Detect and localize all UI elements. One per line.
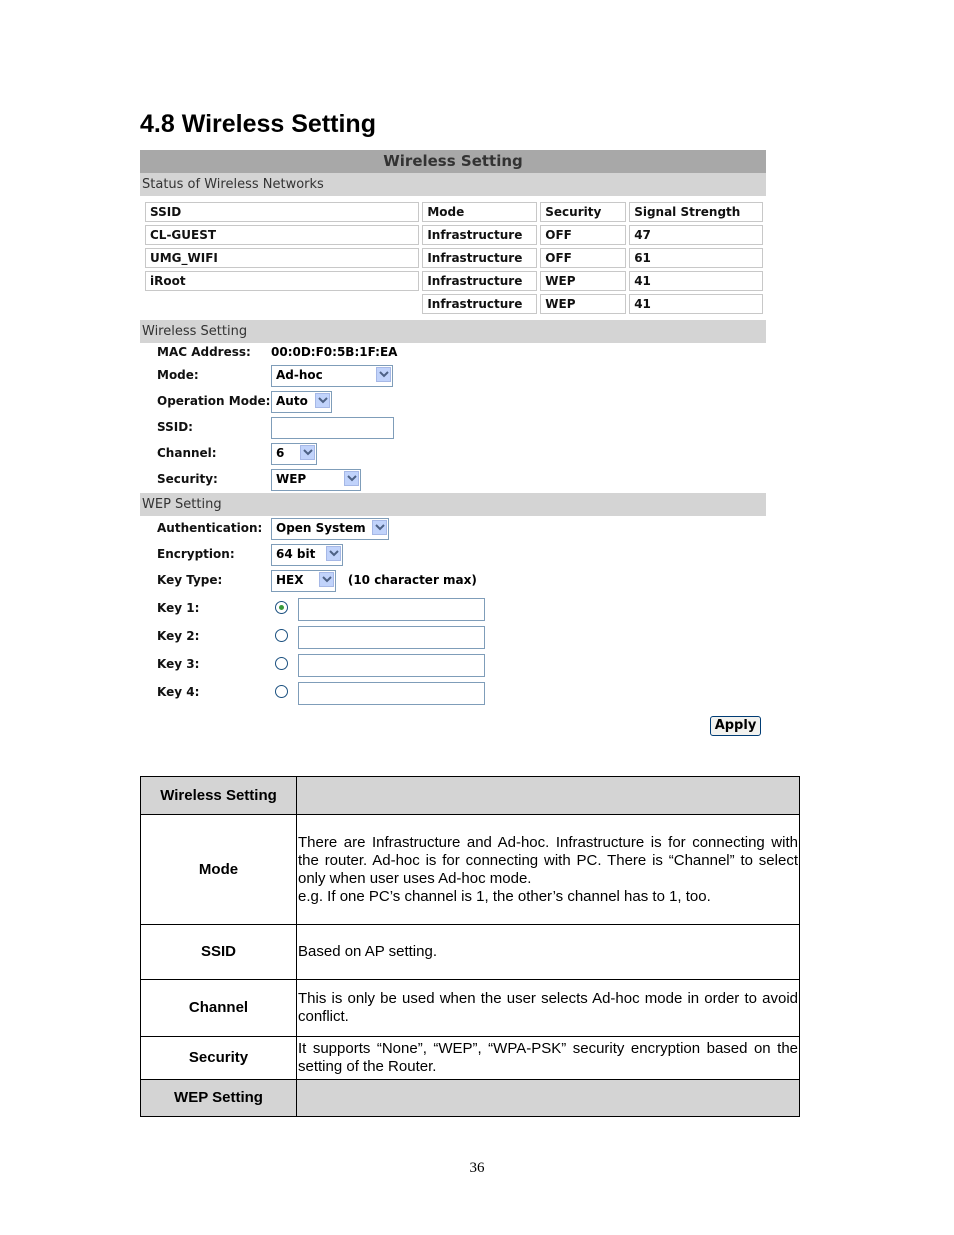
chevron-down-icon xyxy=(376,367,391,382)
status-table xyxy=(142,199,766,317)
desc-ssid-value: Based on AP setting. xyxy=(297,925,800,980)
key2-input[interactable] xyxy=(298,626,485,649)
security-row xyxy=(140,467,766,493)
desc-header-empty xyxy=(297,777,800,815)
key1-label: Key 1: xyxy=(157,601,200,615)
panel-title: Wireless Setting xyxy=(140,150,766,173)
desc-channel-key: Channel xyxy=(141,980,297,1037)
key4-row xyxy=(140,680,766,708)
ssid-row xyxy=(140,415,766,441)
channel-label: Channel: xyxy=(157,446,217,460)
cell-ssid: UMG_WIFI xyxy=(145,248,419,268)
cell-mode: Infrastructure xyxy=(422,271,537,291)
security-select[interactable] xyxy=(271,469,361,491)
auth-label: Authentication: xyxy=(157,521,263,535)
key4-input[interactable] xyxy=(298,682,485,705)
desc-security-key: Security xyxy=(141,1037,297,1080)
encryption-select[interactable] xyxy=(271,544,343,566)
cell-mode: Infrastructure xyxy=(422,294,537,314)
cell-ssid: iRoot xyxy=(145,271,419,291)
desc-header-wep: WEP Setting xyxy=(141,1080,297,1117)
col-mode-header: Mode xyxy=(422,202,537,222)
key4-label: Key 4: xyxy=(157,685,200,699)
mode-select[interactable] xyxy=(271,365,393,387)
cell-mode: Infrastructure xyxy=(422,248,537,268)
desc-header-empty xyxy=(297,1080,800,1117)
cell-signal: 61 xyxy=(629,248,763,268)
apply-button[interactable]: Apply xyxy=(710,716,761,736)
desc-channel-value: This is only be used when the user selects Ad-hoc mode in order to avoid conflict. xyxy=(297,980,800,1037)
desc-mode-value xyxy=(297,815,800,925)
ssid-input[interactable] xyxy=(271,417,394,439)
opmode-row xyxy=(140,389,766,415)
table-row xyxy=(141,815,800,925)
key2-label: Key 2: xyxy=(157,629,200,643)
cell-security: OFF xyxy=(540,225,626,245)
chevron-down-icon xyxy=(300,445,315,460)
chevron-down-icon xyxy=(315,393,330,408)
chevron-down-icon xyxy=(372,520,387,535)
key3-input[interactable] xyxy=(298,654,485,677)
chevron-down-icon xyxy=(344,471,359,486)
section-heading: 4.8 Wireless Setting xyxy=(140,110,376,138)
cell-security: OFF xyxy=(540,248,626,268)
table-row xyxy=(141,1080,800,1117)
key3-row xyxy=(140,652,766,680)
chevron-down-icon xyxy=(326,546,341,561)
mac-label: MAC Address: xyxy=(157,345,251,359)
channel-row xyxy=(140,441,766,467)
wep-section-header: WEP Setting xyxy=(140,493,766,516)
table-row xyxy=(145,225,763,245)
keytype-row xyxy=(140,568,766,596)
cell-mode: Infrastructure xyxy=(422,225,537,245)
chevron-down-icon xyxy=(319,572,334,587)
encryption-select-value: 64 bit xyxy=(276,547,316,561)
col-signal-header: Signal Strength xyxy=(629,202,763,222)
encryption-label: Encryption: xyxy=(157,547,235,561)
desc-security-value: It supports “None”, “WEP”, “WPA-PSK” security encryption based on the setting of the Router. xyxy=(297,1037,800,1080)
channel-select[interactable] xyxy=(271,443,317,465)
desc-mode-key: Mode xyxy=(141,815,297,925)
opmode-select-value: Auto xyxy=(276,394,308,408)
auth-select-value: Open System xyxy=(276,521,366,535)
security-label: Security: xyxy=(157,472,218,486)
cell-ssid xyxy=(145,294,419,314)
cell-signal: 41 xyxy=(629,271,763,291)
keytype-select-value: HEX xyxy=(276,573,304,587)
page-number: 36 xyxy=(469,1160,485,1176)
encryption-row xyxy=(140,542,766,568)
cell-ssid: CL-GUEST xyxy=(145,225,419,245)
key1-radio[interactable] xyxy=(275,601,288,614)
table-row xyxy=(145,294,763,314)
col-security-header: Security xyxy=(540,202,626,222)
cell-signal: 47 xyxy=(629,225,763,245)
key3-label: Key 3: xyxy=(157,657,200,671)
status-section-header: Status of Wireless Networks xyxy=(140,173,766,196)
ssid-label: SSID: xyxy=(157,420,193,434)
table-row xyxy=(141,980,800,1037)
mode-select-value: Ad-hoc xyxy=(276,368,323,382)
auth-row xyxy=(140,516,766,542)
cell-security: WEP xyxy=(540,294,626,314)
key1-row xyxy=(140,596,766,624)
desc-mode-text: There are Infrastructure and Ad-hoc. Infrastructure is for connecting with the router. Ad-hoc is for connecting with PC. There is “Channel” to select only when user uses Ad-hoc mode. xyxy=(298,833,798,887)
auth-select[interactable] xyxy=(271,518,389,540)
desc-mode-example: e.g. If one PC’s channel is 1, the other’s channel has to 1, too. xyxy=(298,887,711,905)
keytype-hint: (10 character max) xyxy=(347,573,477,587)
table-row xyxy=(141,925,800,980)
mac-row xyxy=(140,343,766,363)
channel-select-value: 6 xyxy=(276,446,285,460)
key2-radio[interactable] xyxy=(275,629,288,642)
keytype-label: Key Type: xyxy=(157,573,223,587)
desc-ssid-key: SSID xyxy=(141,925,297,980)
wireless-section-header: Wireless Setting xyxy=(140,320,766,343)
table-row xyxy=(145,271,763,291)
col-ssid-header: SSID xyxy=(145,202,419,222)
key4-radio[interactable] xyxy=(275,685,288,698)
cell-signal: 41 xyxy=(629,294,763,314)
key2-row xyxy=(140,624,766,652)
key1-input[interactable] xyxy=(298,598,485,621)
cell-security: WEP xyxy=(540,271,626,291)
opmode-label: Operation Mode: xyxy=(157,394,271,408)
desc-header-wireless: Wireless Setting xyxy=(141,777,297,815)
description-table xyxy=(140,776,800,1117)
mac-value: 00:0D:F0:5B:1F:EA xyxy=(271,345,398,359)
opmode-select[interactable] xyxy=(271,391,332,413)
table-row xyxy=(141,777,800,815)
status-header-row xyxy=(145,202,763,222)
security-select-value: WEP xyxy=(276,472,307,486)
table-row xyxy=(145,248,763,268)
mode-label: Mode: xyxy=(157,368,199,382)
table-row xyxy=(141,1037,800,1080)
key3-radio[interactable] xyxy=(275,657,288,670)
wireless-setting-panel xyxy=(140,150,766,733)
mode-row xyxy=(140,363,766,389)
keytype-select[interactable] xyxy=(271,570,336,592)
